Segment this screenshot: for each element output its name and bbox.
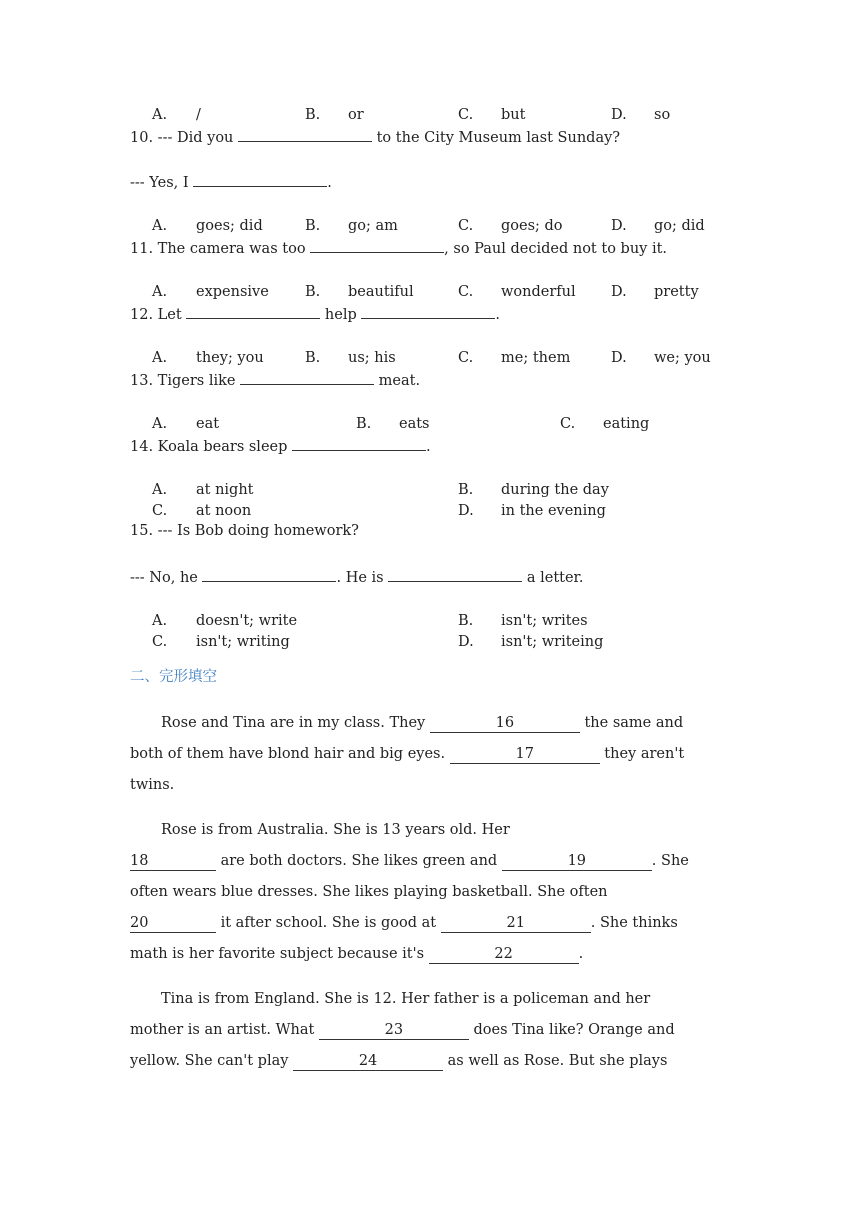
option-letter: B. <box>458 482 474 498</box>
option-text: go; did <box>654 218 705 234</box>
option-letter: A. <box>152 218 168 234</box>
option-text: / <box>196 107 201 123</box>
option-text: doesn't; write <box>196 613 298 629</box>
question-text: --- No, he <box>130 570 203 586</box>
cloze-line <box>161 708 683 739</box>
cloze-line <box>130 1015 675 1046</box>
option-letter: B. <box>305 350 321 366</box>
option-text: eat <box>196 416 220 432</box>
question-text: 11. The camera was too <box>130 241 311 257</box>
option-text: at night <box>196 482 254 498</box>
passage-text: does Tina like? Orange and <box>468 1022 675 1038</box>
option-text: in the evening <box>501 503 606 519</box>
option-text: beautiful <box>348 284 414 300</box>
question-text: help <box>320 307 362 323</box>
option-letter: A. <box>152 350 168 366</box>
option-text: isn't; writing <box>196 634 290 650</box>
cloze-blank-21[interactable]: 21 <box>441 914 591 933</box>
answer-blank[interactable] <box>186 303 320 319</box>
cloze-line <box>130 1046 667 1077</box>
question-10 <box>130 126 620 148</box>
option-text: so <box>654 107 671 123</box>
option-letter: C. <box>560 416 576 432</box>
passage-text: . <box>578 946 584 962</box>
option-letter: C. <box>458 350 474 366</box>
question-14 <box>130 435 431 457</box>
cloze-blank-20[interactable]: 20 <box>130 914 216 933</box>
option-text: isn't; writeing <box>501 634 604 650</box>
question-12 <box>130 303 500 325</box>
passage-text: Rose and Tina are in my class. They <box>161 715 430 731</box>
option-text: pretty <box>654 284 699 300</box>
option-letter: D. <box>611 107 627 123</box>
answer-blank[interactable] <box>202 566 336 582</box>
option-letter: D. <box>611 284 627 300</box>
option-letter: A. <box>152 613 168 629</box>
question-15: 15. --- Is Bob doing homework? <box>130 523 359 539</box>
question-text: . <box>495 307 500 323</box>
cloze-line: twins. <box>130 777 175 793</box>
option-letter: C. <box>458 284 474 300</box>
passage-text: they aren't <box>599 746 685 762</box>
option-text: they; you <box>196 350 264 366</box>
option-letter: A. <box>152 482 168 498</box>
passage-text: as well as Rose. But she plays <box>443 1053 668 1069</box>
option-letter: D. <box>611 350 627 366</box>
cloze-blank-22[interactable]: 22 <box>429 945 579 964</box>
option-letter: A. <box>152 416 168 432</box>
question-text: , so Paul decided not to buy it. <box>444 241 668 257</box>
option-text: expensive <box>196 284 269 300</box>
passage-text: both of them have blond hair and big eyes. <box>130 746 450 762</box>
question-text: meat. <box>374 373 421 389</box>
option-letter: B. <box>305 218 321 234</box>
cloze-line <box>130 908 678 939</box>
question-text: 13. Tigers like <box>130 373 241 389</box>
option-text: me; them <box>501 350 571 366</box>
question-text: 12. Let <box>130 307 187 323</box>
option-text: go; am <box>348 218 398 234</box>
question-13 <box>130 369 420 391</box>
option-letter: D. <box>611 218 627 234</box>
option-text: wonderful <box>501 284 576 300</box>
option-text: at noon <box>196 503 252 519</box>
option-letter: B. <box>305 284 321 300</box>
option-text: isn't; writes <box>501 613 588 629</box>
option-text: goes; do <box>501 218 563 234</box>
option-text: us; his <box>348 350 396 366</box>
question-11 <box>130 237 667 259</box>
cloze-blank-18[interactable]: 18 <box>130 852 216 871</box>
option-text: but <box>501 107 526 123</box>
question-10-answer-line <box>130 171 332 193</box>
cloze-line <box>130 846 689 877</box>
option-letter: A. <box>152 284 168 300</box>
answer-blank[interactable] <box>240 369 374 385</box>
answer-blank[interactable] <box>193 171 327 187</box>
option-letter: D. <box>458 503 474 519</box>
option-letter: C. <box>152 634 168 650</box>
question-text: . <box>327 175 332 191</box>
option-letter: B. <box>458 613 474 629</box>
passage-text: math is her favorite subject because it's <box>130 946 429 962</box>
answer-blank[interactable] <box>388 566 522 582</box>
question-15-answer-line <box>130 566 584 588</box>
question-text: . <box>426 439 431 455</box>
cloze-blank-23[interactable]: 23 <box>319 1021 469 1040</box>
cloze-line: Rose is from Australia. She is 13 years old. Her <box>161 822 510 838</box>
section-heading: 二、完形填空 <box>130 669 217 685</box>
answer-blank[interactable] <box>310 237 444 253</box>
option-text: or <box>348 107 364 123</box>
passage-text: . She thinks <box>590 915 678 931</box>
answer-blank[interactable] <box>361 303 495 319</box>
cloze-blank-16[interactable]: 16 <box>430 714 580 733</box>
answer-blank[interactable] <box>292 435 426 451</box>
option-text: eating <box>603 416 650 432</box>
cloze-line <box>130 739 684 770</box>
passage-text: yellow. She can't play <box>130 1053 294 1069</box>
option-letter: C. <box>458 107 474 123</box>
question-text: to the City Museum last Sunday? <box>372 130 621 146</box>
option-text: during the day <box>501 482 609 498</box>
passage-text: mother is an artist. What <box>130 1022 319 1038</box>
option-letter: D. <box>458 634 474 650</box>
passage-text: . She <box>651 853 689 869</box>
question-text: a letter. <box>522 570 584 586</box>
question-text: 14. Koala bears sleep <box>130 439 292 455</box>
option-letter: C. <box>152 503 168 519</box>
option-text: we; you <box>654 350 711 366</box>
cloze-blank-24[interactable]: 24 <box>293 1052 443 1071</box>
cloze-blank-19[interactable]: 19 <box>502 852 652 871</box>
cloze-line <box>130 939 583 970</box>
passage-text: the same and <box>579 715 684 731</box>
passage-text: are both doctors. She likes green and <box>216 853 502 869</box>
cloze-line: Tina is from England. She is 12. Her father is a policeman and her <box>161 991 651 1007</box>
option-letter: A. <box>152 107 168 123</box>
option-text: eats <box>399 416 430 432</box>
option-letter: C. <box>458 218 474 234</box>
passage-text: it after school. She is good at <box>216 915 441 931</box>
option-letter: B. <box>356 416 372 432</box>
option-text: goes; did <box>196 218 263 234</box>
cloze-blank-17[interactable]: 17 <box>450 745 600 764</box>
question-text: --- Yes, I <box>130 175 194 191</box>
cloze-line: often wears blue dresses. She likes playing basketball. She often <box>130 884 608 900</box>
question-text: 10. --- Did you <box>130 130 238 146</box>
option-letter: B. <box>305 107 321 123</box>
question-text: . He is <box>336 570 389 586</box>
answer-blank[interactable] <box>238 126 372 142</box>
